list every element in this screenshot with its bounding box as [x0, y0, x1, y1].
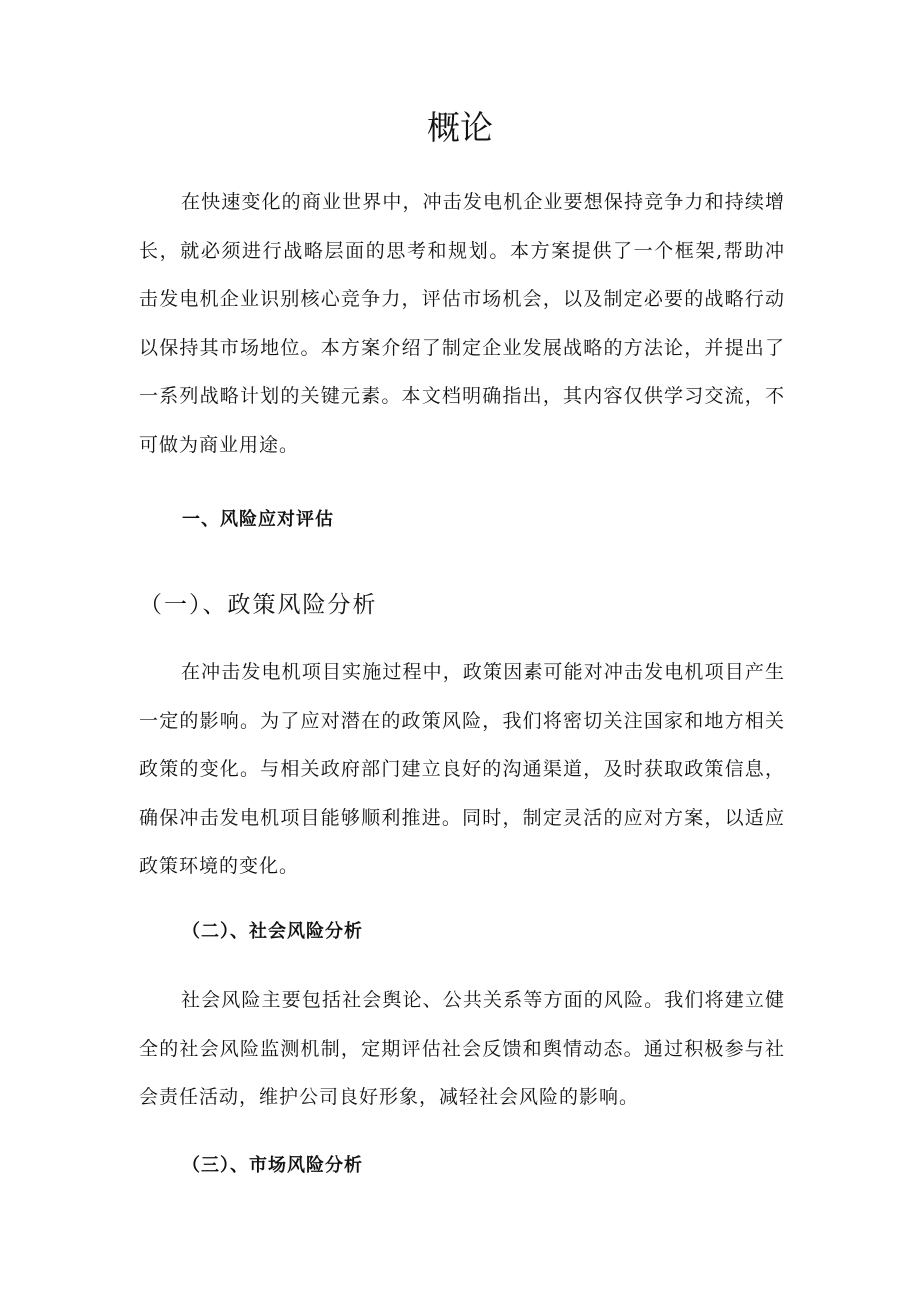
policy-risk-paragraph: 在冲击发电机项目实施过程中，政策因素可能对冲击发电机项目产生一定的影响。为了应对潜在的政策风险，我们将密切关注国家和地方相关政策的变化。与相关政府部门建立良好的沟通渠道，及时获取政策信息，确保冲击发电机项目能够顺利推进。同时，制定灵活的应对方案，以适应政策环境的变化。 — [139, 661, 785, 877]
page-title: 概论 — [427, 108, 493, 147]
social-risk-paragraph: 社会风险主要包括社会舆论、公共关系等方面的风险。我们将建立健全的社会风险监测机制，定期评估社会反馈和舆情动态。通过积极参与社会责任活动，维护公司良好形象，减轻社会风险的影响。 — [139, 989, 785, 1108]
intro-paragraph: 在快速变化的商业世界中，冲击发电机企业要想保持竞争力和持续增长，就必须进行战略层面的思考和规划。本方案提供了一个框架,帮助冲击发电机企业识别核心竞争力，评估市场机会，以及制定必要的战略行动以保持其市场地位。本方案介绍了制定企业发展战略的方法论，并提出了一系列战略计划的关键元素。本文档明确指出，其内容仅供学习交流，不可做为商业用途。 — [139, 191, 785, 456]
subsection-heading-social-risk: （二）、社会风险分析 — [182, 921, 363, 942]
subsection-heading-market-risk: （三）、市场风险分析 — [182, 1155, 363, 1176]
subsection-heading-policy-risk: （一）、政策风险分析 — [139, 592, 378, 618]
section-heading-risk-assessment: 一、风险应对评估 — [182, 509, 334, 530]
